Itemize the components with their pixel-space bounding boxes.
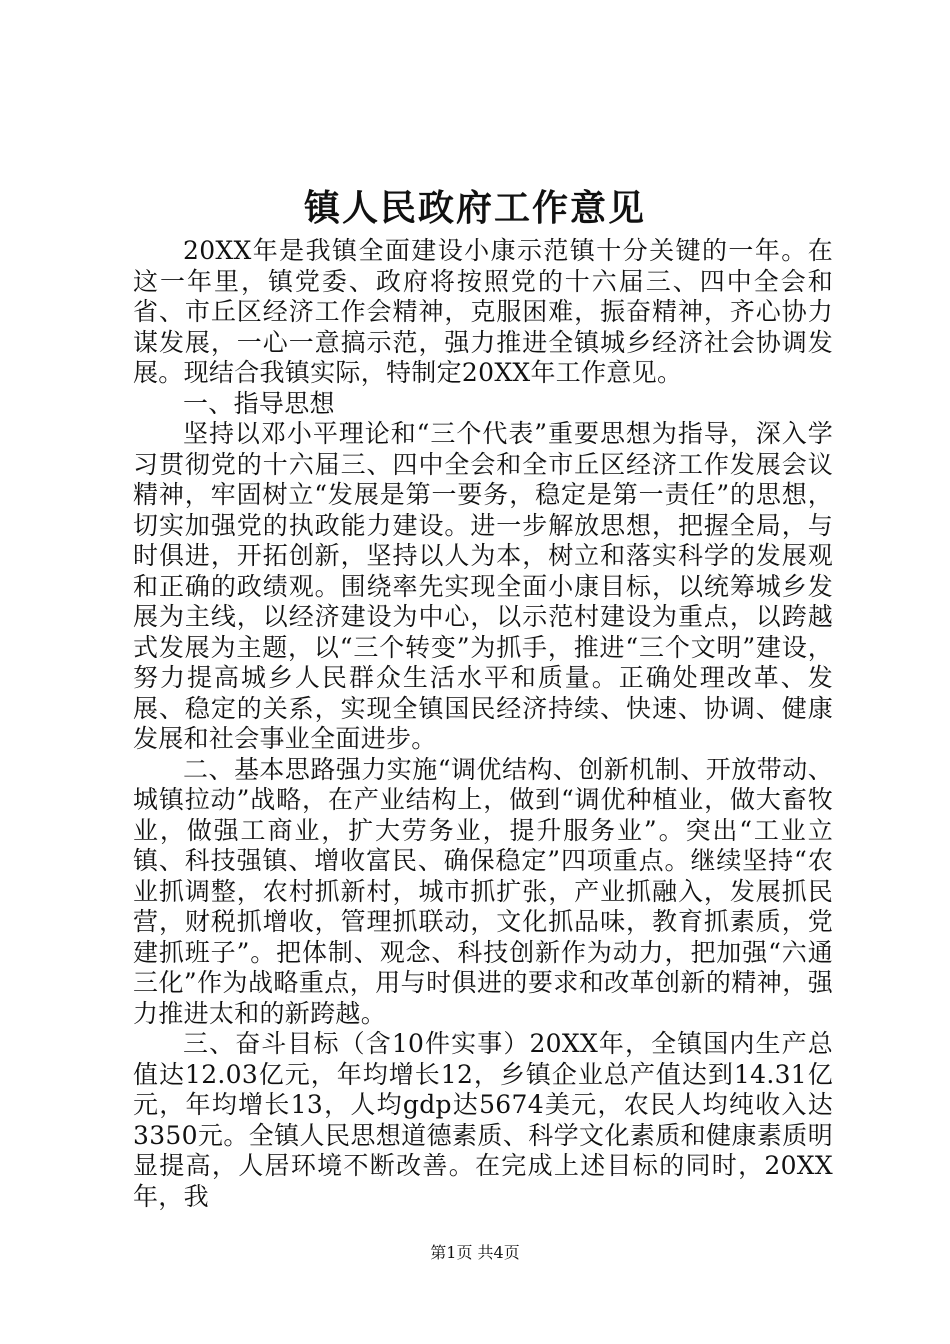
document-body bbox=[133, 236, 833, 1212]
page-number-footer: 第1页 共4页 bbox=[430, 1243, 520, 1262]
paragraph-basic-approach: 二、基本思路强力实施“调优结构、创新机制、开放带动、城镇拉动”战略，在产业结构上，做到“调优种植业，做大畜牧业，做强工商业，扩大劳务业，提升服务业”。突出“工业立镇、科技强镇、增收富民、确保稳定”四项重点。继续坚持“农业抓调整，农村抓新村，城市抓扩张，产业抓融入，发展抓民营，财税抓增收，管理抓联动，文化抓品味，教育抓素质，党建抓班子”。把体制、观念、科技创新作为动力，把加强“六通三化”作为战略重点，用与时俱进的要求和改革创新的精神，强力推进太和的新跨越。 bbox=[133, 754, 833, 1028]
paragraph-goals: 三、奋斗目标（含10件实事）20XX年，全镇国内生产总值达12.03亿元，年均增长12，乡镇企业总产值达到14.31亿元，年均增长13，人均gdp达5674美元，农民人均纯收入达3350元。全镇人民思想道德素质、科学文化素质和健康素质明显提高，人居环境不断改善。在完成上述目标的同时，20XX年，我 bbox=[133, 1029, 833, 1211]
document-title: 镇人民政府工作意见 bbox=[303, 187, 646, 229]
paragraph-intro: 20XX年是我镇全面建设小康示范镇十分关键的一年。在这一年里，镇党委、政府将按照党的十六届三、四中全会和省、市丘区经济工作会精神，克服困难，振奋精神，齐心协力谋发展，一心一意搞示范，强力推进全镇城乡经济社会协调发展。现结合我镇实际，特制定20XX年工作意见。 bbox=[133, 236, 833, 387]
paragraph-guiding-thought: 坚持以邓小平理论和“三个代表”重要思想为指导，深入学习贯彻党的十六届三、四中全会和全市丘区经济工作发展会议精神，牢固树立“发展是第一要务，稳定是第一责任”的思想，切实加强党的执政能力建设。进一步解放思想，把握全局，与时俱进，开拓创新，坚持以人为本，树立和落实科学的发展观和正确的政绩观。围绕率先实现全面小康目标，以统筹城乡发展为主线，以经济建设为中心，以示范村建设为重点，以跨越式发展为主题，以“三个转变”为抓手，推进“三个文明”建设，努力提高城乡人民群众生活水平和质量。正确处理改革、发展、稳定的关系，实现全镇国民经济持续、快速、协调、健康发展和社会事业全面进步。 bbox=[133, 419, 833, 753]
section-heading-guiding-thought: 一、指导思想 bbox=[183, 388, 335, 418]
